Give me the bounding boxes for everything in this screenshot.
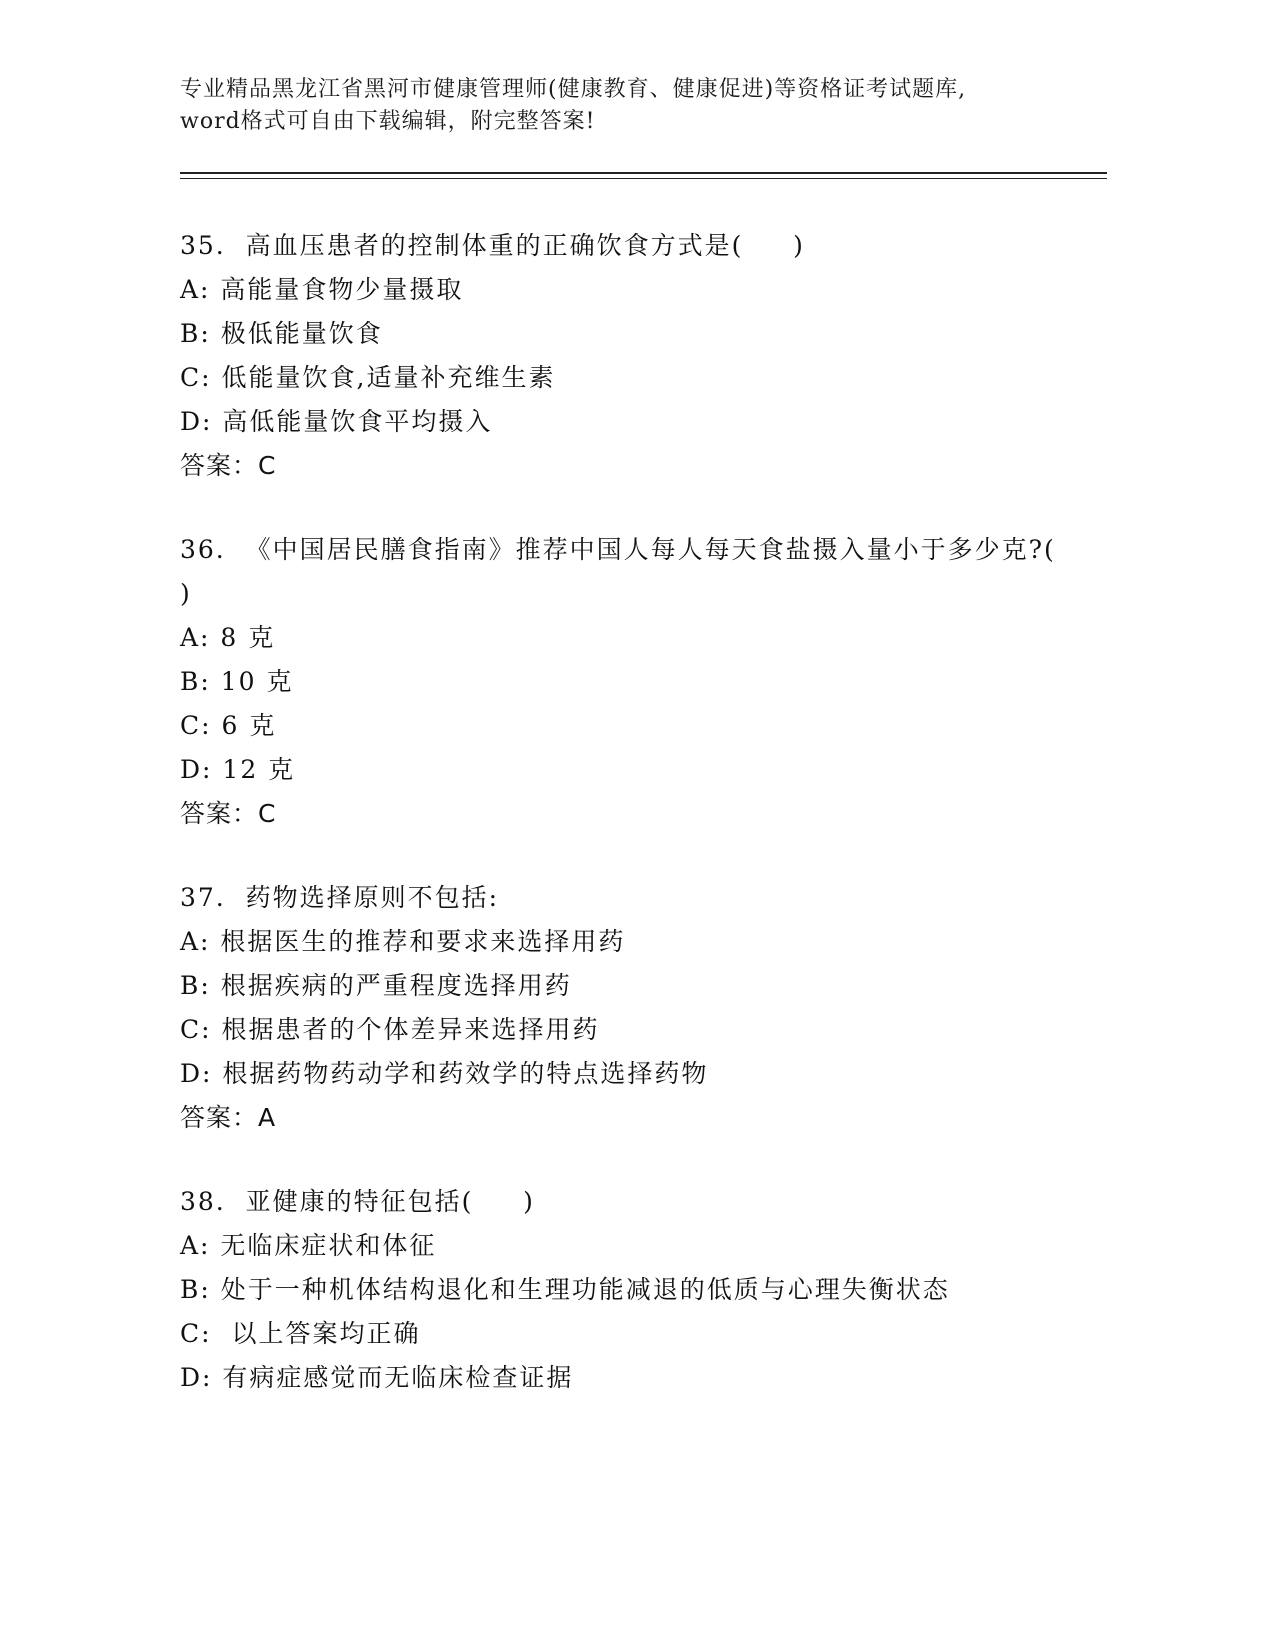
- header-divider-thick: [180, 172, 1107, 174]
- option-a: A: 根据医生的推荐和要求来选择用药: [180, 927, 626, 956]
- answer-label: 答案：C: [180, 799, 277, 828]
- question-stem: 37. 药物选择原则不包括:: [180, 883, 500, 912]
- answer-label: 答案：A: [180, 1103, 277, 1132]
- option-a: A: 8 克: [180, 623, 276, 652]
- option-d: D: 高低能量饮食平均摄入: [180, 407, 493, 436]
- question-stem: 35. 高血压患者的控制体重的正确饮食方式是( ): [180, 231, 805, 260]
- question-38: [180, 1180, 1100, 1400]
- option-d: D: 有病症感觉而无临床检查证据: [180, 1363, 574, 1392]
- header-divider-thin: [180, 178, 1107, 179]
- option-c: C: 根据患者的个体差异来选择用药: [180, 1015, 600, 1044]
- option-a: A: 无临床症状和体征: [180, 1231, 437, 1260]
- option-c: C: 6 克: [180, 711, 277, 740]
- option-c: C: 以上答案均正确: [180, 1319, 421, 1348]
- option-d: D: 根据药物药动学和药效学的特点选择药物: [180, 1059, 709, 1088]
- answer-label: 答案：C: [180, 451, 277, 480]
- header-line-2: word格式可自由下载编辑，附完整答案!: [180, 109, 596, 134]
- question-stem: 36. 《中国居民膳食指南》推荐中国人每人每天食盐摄入量小于多少克?( ): [180, 535, 1106, 608]
- document-header: [180, 74, 1100, 138]
- option-b: B: 极低能量饮食: [180, 319, 383, 348]
- question-35: [180, 224, 1100, 488]
- option-b: B: 处于一种机体结构退化和生理功能减退的低质与心理失衡状态: [180, 1275, 950, 1304]
- question-stem: 38. 亚健康的特征包括( ): [180, 1187, 535, 1216]
- question-37: [180, 876, 1100, 1140]
- option-b: B: 根据疾病的严重程度选择用药: [180, 971, 572, 1000]
- option-c: C: 低能量饮食,适量补充维生素: [180, 363, 556, 392]
- option-a: A: 高能量食物少量摄取: [180, 275, 464, 304]
- header-line-1: 专业精品黑龙江省黑河市健康管理师(健康教育、健康促进)等资格证考试题库,: [180, 77, 967, 102]
- option-b: B: 10 克: [180, 667, 294, 696]
- question-36: [180, 528, 1106, 836]
- option-d: D: 12 克: [180, 755, 296, 784]
